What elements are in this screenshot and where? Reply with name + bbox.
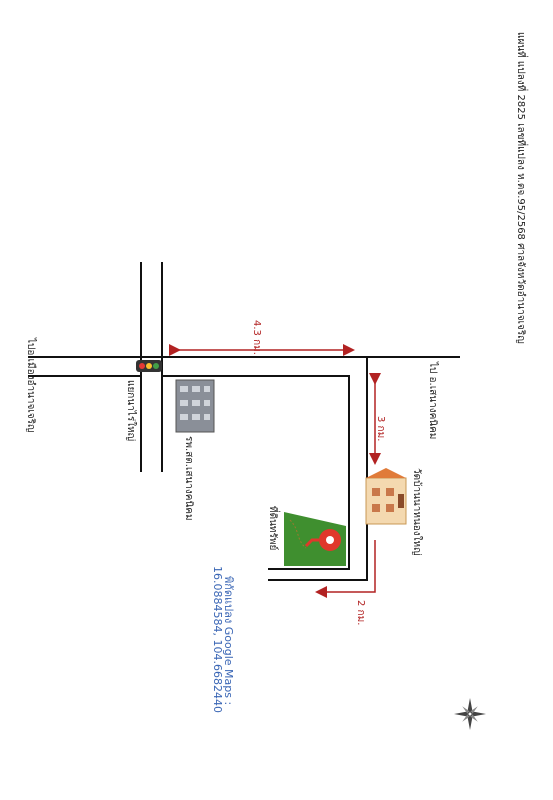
distance-label-1: 4.3 กม. <box>251 320 262 355</box>
label-intersection: แยกนาไร่ใหญ่ <box>125 380 136 442</box>
distance-label-3: 2 กม. <box>355 600 366 626</box>
distance-label-2: 3 กม. <box>375 416 386 442</box>
label-school: รพ.สต.เสนางคนิคม <box>183 436 194 521</box>
map-title: แผนที่ แปลงที่ 2825 เลขที่แปลง ห.ตจ.95/2568 ศาลจังหวัดอำนาจเจริญ <box>515 32 526 344</box>
label-temple: วัดบ้านนาหนองใหญ่ <box>411 468 422 556</box>
coordinates-title: พิกัดแปลง Google Maps : <box>222 576 235 706</box>
coordinates-value: 16.0884584, 104.6682440 <box>211 566 224 713</box>
label-to-amnat: ไปอ.เมืองอำนาจเจริญ <box>25 338 36 433</box>
label-to-senangkhanikhom: ไป อ.เสนางคนิคม <box>427 362 438 440</box>
label-property: ที่ดินทรัพย์ <box>267 506 278 551</box>
